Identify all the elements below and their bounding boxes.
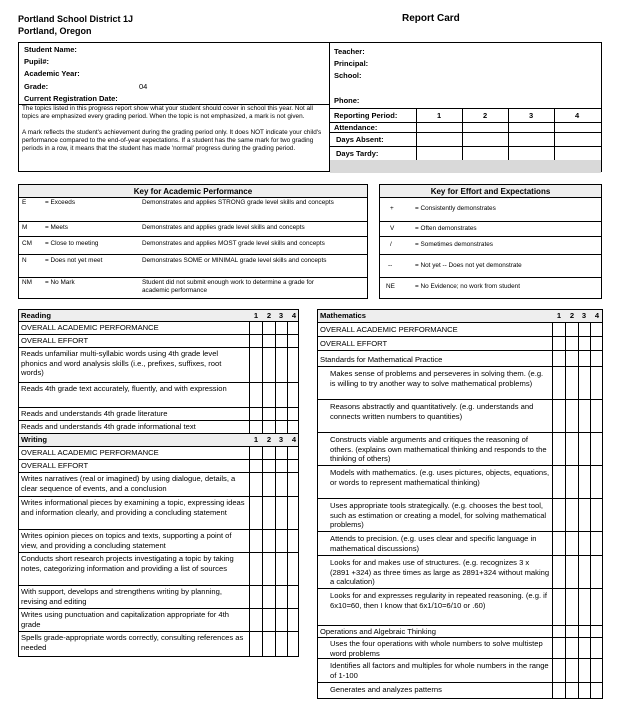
district-city: Portland, Oregon bbox=[18, 26, 92, 36]
info-note-1: The topics listed in this progress report show what your student should cover in school this year. Not all topics are emphasized every grading period. When the topic is not emphasized, a mark is not given. bbox=[22, 105, 313, 120]
attendance-grid bbox=[330, 108, 601, 173]
key-code: V bbox=[390, 225, 395, 232]
row-label: Attends to precision. (e.g. uses clear and specific language in mathematical discussions) bbox=[330, 534, 537, 553]
grade-value: 04 bbox=[139, 82, 148, 91]
key-code: NE bbox=[386, 283, 395, 290]
school-label: School: bbox=[334, 71, 362, 80]
period-1: 1 bbox=[556, 311, 562, 320]
period-4: 4 bbox=[575, 111, 580, 120]
writing-header bbox=[19, 434, 298, 447]
key-meaning: = Not yet -- Does not yet demonstrate bbox=[415, 262, 522, 269]
days-tardy-label: Days Tardy: bbox=[336, 149, 379, 158]
key-meaning: = No Mark bbox=[45, 279, 75, 286]
key-desc: Student did not submit enough work to determine a grade for academic performance bbox=[142, 279, 314, 294]
key-code: / bbox=[390, 241, 392, 248]
key-effort-row bbox=[380, 236, 601, 255]
key-meaning: = Consistently demonstrates bbox=[415, 205, 496, 212]
mathematics-title: Mathematics bbox=[320, 311, 367, 320]
row-label: With support, develops and strengthens writing by planning, revising and editing bbox=[21, 587, 222, 606]
pupil-label: Pupil#: bbox=[24, 57, 50, 66]
mathematics-table bbox=[317, 309, 603, 699]
period-2: 2 bbox=[266, 311, 272, 320]
days-absent-row bbox=[330, 132, 601, 147]
math-row bbox=[318, 337, 602, 351]
period-3: 3 bbox=[278, 435, 284, 444]
key-meaning: = Close to meeting bbox=[45, 240, 99, 247]
math-row bbox=[318, 532, 602, 556]
page-title: Report Card bbox=[402, 13, 460, 24]
row-label: Conducts short research projects investigating a topic by taking notes, categorizing information and providing a list of sources bbox=[21, 554, 234, 573]
math-row bbox=[318, 367, 602, 400]
row-label: Uses appropriate tools strategically. (e.g. chooses the best tool, such as estimation or creating a model, for solving mathematical problems) bbox=[330, 501, 547, 529]
registration-date-label: Current Registration Date: bbox=[24, 94, 118, 103]
row-label: OVERALL ACADEMIC PERFORMANCE bbox=[21, 323, 159, 332]
key-code: CM bbox=[22, 240, 32, 247]
key-academic-row bbox=[19, 221, 367, 237]
period-2: 2 bbox=[569, 311, 575, 320]
row-label: Looks for and expresses regularity in repeated reasoning. (e.g. if 6x10=60, then I know that 6x1/10=6/10 or .60) bbox=[330, 591, 547, 610]
period-4: 4 bbox=[291, 435, 297, 444]
info-note-2: A mark reflects the student's achievement during the grading period only. It does NOT indicate your child's performance compared to the end-of-year expectations. If a student has the same mark for two grading periods in a row, it means that the student has made 'normal' progress during the grading period. bbox=[22, 129, 322, 152]
key-academic-row bbox=[19, 197, 367, 222]
district-header bbox=[18, 13, 133, 37]
math-row bbox=[318, 323, 602, 337]
math-subheader bbox=[318, 626, 602, 638]
period-4: 4 bbox=[291, 311, 297, 320]
key-meaning: = Often demonstrates bbox=[415, 225, 477, 232]
row-label: Reasons abstractly and quantitatively. (e.g. understands and connects written numbers to quantities) bbox=[330, 402, 534, 421]
key-effort-box bbox=[379, 184, 602, 299]
reporting-period-label: Reporting Period: bbox=[334, 111, 398, 120]
reading-header bbox=[19, 310, 298, 322]
teacher-label: Teacher: bbox=[334, 47, 365, 56]
key-code: -- bbox=[388, 262, 393, 269]
row-label: Makes sense of problems and perseveres in solving them. (e.g. is willing to try another way to solve mathematical problems) bbox=[330, 369, 544, 388]
grade-label: Grade: bbox=[24, 82, 49, 91]
key-meaning: = Exceeds bbox=[45, 199, 76, 206]
attendance-shaded-row bbox=[330, 160, 601, 173]
standards-title: Standards for Mathematical Practice bbox=[320, 355, 443, 364]
reading-row bbox=[19, 383, 298, 408]
writing-row bbox=[19, 553, 298, 586]
key-academic-box bbox=[18, 184, 368, 299]
key-academic-row bbox=[19, 277, 367, 298]
key-effort-title: Key for Effort and Expectations bbox=[430, 187, 551, 196]
writing-row bbox=[19, 609, 298, 632]
row-label: Constructs viable arguments and critiques the reasoning of others. (explains own mathematical thinking and responds to the thinking of others) bbox=[330, 435, 547, 463]
phone-label: Phone: bbox=[334, 96, 360, 105]
reading-row bbox=[19, 335, 298, 348]
row-label: Writes narratives (real or imagined) by using dialogue, details, a clear sequence of events, and a conclusion bbox=[21, 474, 236, 493]
reading-row bbox=[19, 408, 298, 421]
row-label: Reads and understands 4th grade literature bbox=[21, 409, 168, 418]
key-desc: Demonstrates and applies grade level skills and concepts bbox=[142, 224, 305, 231]
row-label: OVERALL ACADEMIC PERFORMANCE bbox=[21, 448, 159, 457]
key-effort-row bbox=[380, 277, 601, 298]
key-desc: Demonstrates and applies MOST grade level skills and concepts bbox=[142, 240, 325, 247]
writing-row bbox=[19, 460, 298, 473]
days-absent-label: Days Absent: bbox=[336, 135, 384, 144]
math-subheader bbox=[318, 351, 602, 367]
row-label: Spells grade-appropriate words correctly, consulting references as needed bbox=[21, 633, 244, 652]
row-label: Identifies all factors and multiples for whole numbers in the range of 1-100 bbox=[330, 661, 549, 680]
math-row bbox=[318, 433, 602, 466]
period-1: 1 bbox=[253, 435, 259, 444]
academic-year-label: Academic Year: bbox=[24, 69, 80, 78]
row-label: OVERALL EFFORT bbox=[21, 461, 89, 470]
key-meaning: = Sometimes demonstrates bbox=[415, 241, 493, 248]
key-academic-title: Key for Academic Performance bbox=[133, 187, 253, 196]
key-code: M bbox=[22, 224, 28, 231]
key-code: N bbox=[22, 257, 27, 264]
key-code: E bbox=[22, 199, 27, 206]
writing-row bbox=[19, 473, 298, 497]
writing-row bbox=[19, 632, 298, 656]
writing-row bbox=[19, 530, 298, 553]
math-row bbox=[318, 499, 602, 532]
key-effort-row bbox=[380, 197, 601, 222]
math-row bbox=[318, 638, 602, 659]
period-1: 1 bbox=[437, 111, 442, 120]
writing-row bbox=[19, 447, 298, 460]
staff-info-box bbox=[329, 42, 602, 172]
reading-row bbox=[19, 348, 298, 383]
reading-row bbox=[19, 421, 298, 434]
reading-title: Reading bbox=[21, 311, 51, 320]
district-name: Portland School District 1J bbox=[18, 14, 134, 24]
row-label: Reads 4th grade text accurately, fluently, and with expression bbox=[21, 384, 227, 393]
key-code: NM bbox=[22, 279, 32, 286]
mathematics-header bbox=[318, 310, 602, 323]
key-academic-row bbox=[19, 254, 367, 278]
row-label: OVERALL EFFORT bbox=[21, 336, 89, 345]
key-code: + bbox=[390, 205, 394, 212]
row-label: OVERALL EFFORT bbox=[320, 339, 388, 348]
math-row bbox=[318, 683, 602, 698]
period-2: 2 bbox=[266, 435, 272, 444]
row-label: Reads unfamiliar multi-syllabic words using 4th grade level phonics and word analysis skills (i.e., prefixes, suffixes, root words) bbox=[21, 349, 222, 377]
row-label: OVERALL ACADEMIC PERFORMANCE bbox=[320, 325, 458, 334]
row-label: Uses the four operations with whole numbers to solve multistep word problems bbox=[330, 639, 543, 658]
reporting-period-row bbox=[330, 109, 601, 123]
key-effort-row bbox=[380, 254, 601, 278]
reading-writing-table bbox=[18, 309, 299, 657]
key-meaning: = No Evidence; no work from student bbox=[415, 283, 520, 290]
key-desc: Demonstrates SOME or MINIMAL grade level skills and concepts bbox=[142, 257, 327, 264]
writing-row bbox=[19, 497, 298, 530]
period-4: 4 bbox=[594, 311, 600, 320]
reading-row bbox=[19, 322, 298, 335]
period-2: 2 bbox=[483, 111, 488, 120]
attendance-label: Attendance: bbox=[334, 123, 378, 132]
principal-label: Principal: bbox=[334, 59, 369, 68]
operations-title: Operations and Algebraic Thinking bbox=[320, 627, 436, 636]
period-3: 3 bbox=[581, 311, 587, 320]
row-label: Writes informational pieces by examining a topic, expressing ideas and information clearly, and providing a concluding statement bbox=[21, 498, 245, 517]
period-3: 3 bbox=[529, 111, 534, 120]
math-row bbox=[318, 659, 602, 683]
period-1: 1 bbox=[253, 311, 259, 320]
key-effort-row bbox=[380, 221, 601, 237]
student-info-box bbox=[18, 42, 330, 172]
key-meaning: = Does not yet meet bbox=[45, 257, 103, 264]
days-tardy-row bbox=[330, 146, 601, 161]
row-label: Generates and analyzes patterns bbox=[330, 685, 442, 694]
row-label: Writes opinion pieces on topics and texts, supporting a point of view, and providing a concluding statement bbox=[21, 531, 232, 550]
row-label: Looks for and makes use of structures. (e.g. recognizes 3 x (2891 +324) as three times as large as 2891+324 without making a calculation) bbox=[330, 558, 550, 586]
key-academic-row bbox=[19, 236, 367, 255]
key-meaning: = Meets bbox=[45, 224, 68, 231]
math-row bbox=[318, 400, 602, 433]
math-row bbox=[318, 589, 602, 626]
row-label: Writes using punctuation and capitalization appropriate for 4th grade bbox=[21, 610, 229, 629]
writing-title: Writing bbox=[21, 435, 48, 444]
writing-row bbox=[19, 586, 298, 609]
row-label: Models with mathematics. (e.g. uses pictures, objects, equations, or words to represent mathematical thinking) bbox=[330, 468, 550, 487]
math-row bbox=[318, 556, 602, 589]
key-desc: Demonstrates and applies STRONG grade level skills and concepts bbox=[142, 199, 334, 206]
period-3: 3 bbox=[278, 311, 284, 320]
row-label: Reads and understands 4th grade informational text bbox=[21, 422, 196, 431]
student-name-label: Student Name: bbox=[24, 45, 77, 54]
math-row bbox=[318, 466, 602, 499]
